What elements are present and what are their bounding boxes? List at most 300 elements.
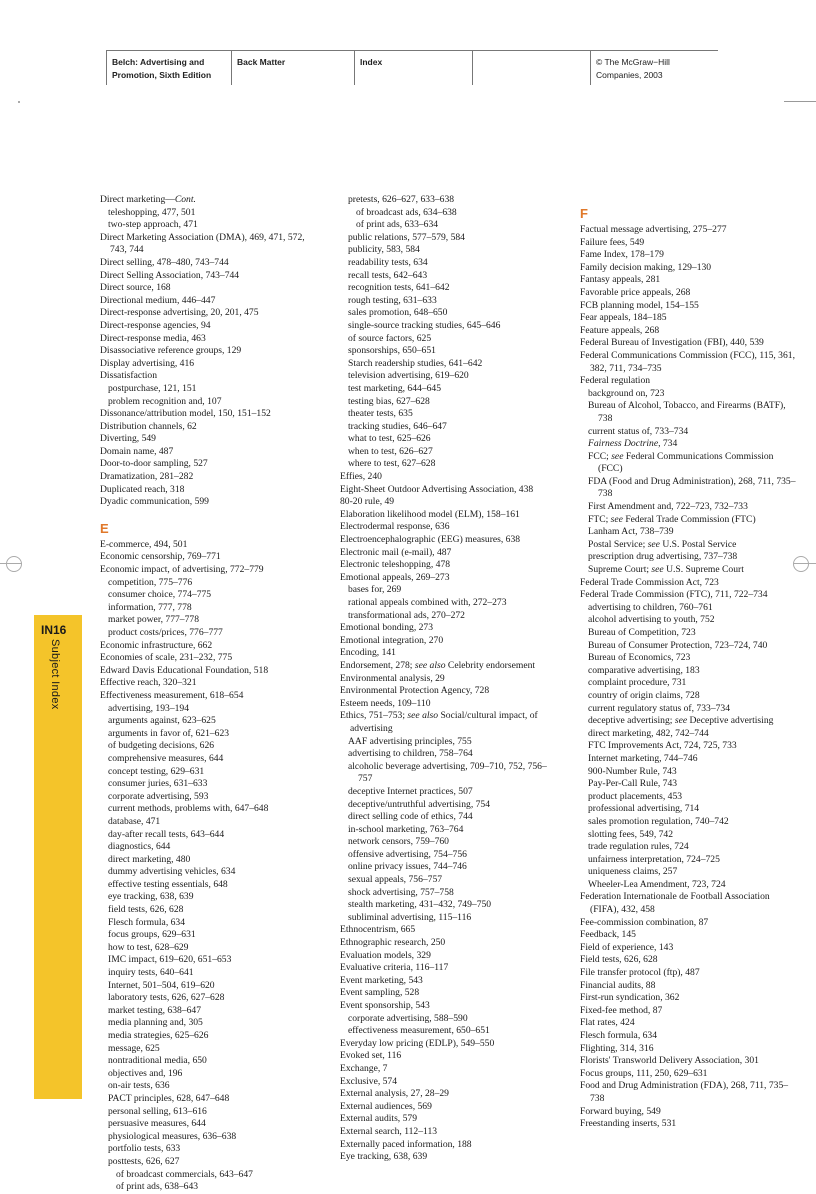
entry-text: Evoked set, 116 [340,1050,402,1062]
index-entry [100,231,320,257]
entry-text: Federation Internationale de Football Association (FIFA), 432, 458 [580,891,770,916]
entry-text: E-commerce, 494, 501 [100,538,188,550]
entry-italic: Fairness Doctrine, [588,438,661,450]
index-entry [580,1055,800,1068]
index-subentry [108,1055,320,1068]
entry-text: Economies of scale, 231–232, 775 [100,652,233,664]
index-subentry [588,400,800,425]
index-subentry [108,765,320,779]
index-entry [340,1000,560,1013]
index-entry [100,551,320,564]
entry-text: FCB planning model, 154–155 [580,299,699,311]
index-subentry [588,627,800,640]
entry-text: deceptive advertising; [588,715,675,727]
entry-text: pretests, 626–627, 633–638 [348,194,455,205]
entry-text: First-run syndication, 362 [580,992,680,1004]
entry-text: External analysis, 27, 28–29 [340,1088,449,1100]
entry-text: single-source tracking studies, 645–646 [348,319,501,331]
entry-text: corporate advertising, 593 [108,790,209,802]
index-entry [100,319,320,333]
entry-text: offensive advertising, 754–756 [348,848,467,860]
entry-text: Display advertising, 416 [100,357,195,369]
index-subentry [348,861,560,874]
index-subentry [348,282,560,295]
index-entry [580,992,800,1005]
entry-text: current regulatory status of, 733–734 [588,702,731,714]
book-title-line2: Promotion, Sixth Edition [112,70,212,80]
index-subentry [588,450,800,476]
entry-tail: U.S. Postal Service [659,538,737,550]
index-subentry [108,904,320,917]
index-subentry [588,715,800,728]
entry-text: field tests, 626, 628 [108,904,184,916]
copyright-line2: Companies, 2003 [596,70,663,80]
entry-text: Ethnocentrism, 665 [340,924,416,936]
index-entry [100,458,320,471]
entry-text: in-school marketing, 763–764 [348,823,464,835]
index-entry [340,496,560,509]
entry-text: Ethics, 751–753; [340,710,408,722]
index-subentry [588,878,800,892]
index-subentry [348,584,560,597]
index-subentry [108,576,320,590]
entry-text: consumer choice, 774–775 [108,589,212,601]
entry-tail: Celebrity endorsement [445,659,536,671]
index-subentry [108,929,320,942]
index-entry [100,256,320,270]
entry-text: Endorsement, 278; [340,659,415,671]
index-entry [100,483,320,497]
entry-text: External audiences, 569 [340,1100,432,1112]
entry-text: where to test, 627–628 [348,458,436,470]
index-subentry [108,790,320,804]
index-entry [340,622,560,635]
index-subentry [588,639,800,653]
entry-text: Direct-response advertising, 20, 201, 475 [100,307,259,319]
entry-text: Emotional bonding, 273 [340,622,434,634]
index-subentry [588,702,800,716]
index-entry [340,559,560,572]
index-subentry [348,408,560,421]
index-entry [580,967,800,980]
entry-text: rational appeals combined with, 272–273 [348,597,507,608]
entry-text: Electronic teleshopping, 478 [340,559,451,571]
entry-text: Flighting, 314, 316 [580,1042,654,1054]
entry-text: rough testing, 631–633 [348,294,437,306]
entry-text: of print ads, 638–643 [116,1181,199,1193]
entry-text: Starch readership studies, 641–642 [348,357,483,369]
index-entry [100,639,320,653]
index-entry [340,546,560,560]
entry-text: Field tests, 626, 628 [580,954,658,966]
entry-text: bases for, 269 [348,584,402,596]
index-entry [580,929,800,942]
entry-text: Food and Drug Administration (FDA), 268, 711, 735–738 [580,1080,789,1104]
index-entry [340,534,560,547]
index-subentry [348,256,560,270]
index-subentry [588,790,800,804]
entry-text: two-step approach, 471 [108,219,198,231]
index-subentry [588,652,800,665]
entry-text: Dramatization, 281–282 [100,471,194,483]
index-subentry [348,445,560,459]
index-entry [580,979,800,993]
index-subentry [588,513,800,527]
index-subentry [108,589,320,602]
entry-text: Economic infrastructure, 662 [100,639,213,651]
index-subentry [108,1080,320,1093]
index-entry [100,332,320,346]
entry-tail: Federal Communications Commission (FCC) [598,450,774,475]
entry-text: Dissonance/attribution model, 150, 151–152 [100,408,271,420]
index-entry [100,345,320,358]
index-entry [580,337,800,350]
entry-text: database, 471 [108,815,161,827]
entry-text: professional advertising, 714 [588,803,700,815]
index-subentry [108,715,320,728]
entry-text: prescription drug advertising, 737–738 [588,551,738,563]
entry-text: information, 777, 778 [108,601,192,613]
index-subentry [108,992,320,1005]
index-subentry [108,803,320,816]
entry-text: arguments against, 623–625 [108,715,216,727]
page-number: IN16 [41,623,67,637]
index-entry [100,420,320,434]
index-subentry [348,294,560,308]
entry-tail: U.S. Supreme Court [663,564,744,576]
entry-text: Financial audits, 88 [580,979,656,991]
entry-text: Event marketing, 543 [340,974,423,986]
entry-text: advertising, 193–194 [108,702,190,714]
header-copyright [590,51,718,85]
entry-text: effectiveness measurement, 650–651 [348,1025,490,1037]
index-entry [340,962,560,975]
index-entry [340,1138,560,1152]
entry-text: online privacy issues, 744–746 [348,861,467,873]
index-subentry [108,1143,320,1156]
index-subentry [348,345,560,358]
entry-text: when to test, 626–627 [348,445,433,457]
index-subentry [588,765,800,779]
index-entry [340,1062,560,1076]
entry-italic: see [651,564,664,576]
index-entry [100,664,320,678]
index-subentry [108,219,320,232]
header-section: Back Matter [231,51,354,85]
index-subentry [348,811,560,824]
entry-text: Favorable price appeals, 268 [580,286,691,298]
entry-tail: Deceptive advertising [687,715,774,727]
index-entry [580,1080,800,1105]
index-subentry [348,370,560,383]
index-entry [340,710,560,735]
entry-text: Federal Trade Commission (FTC), 711, 722–734 [580,589,768,601]
entry-text: current status of, 733–734 [588,425,689,437]
entry-text: trade regulation rules, 724 [588,841,689,853]
index-entry [340,1088,560,1101]
index-entry [580,941,800,955]
index-subentry [108,828,320,842]
index-subentry [348,823,560,837]
entry-text: unfairness interpretation, 724–725 [588,853,720,865]
entry-text: Door-to-door sampling, 527 [100,458,208,470]
entry-text: Exclusive, 574 [340,1075,398,1087]
index-subentry [588,501,800,514]
index-entry [100,307,320,320]
entry-text: sales promotion, 648–650 [348,307,448,319]
entry-text: recall tests, 642–643 [348,269,428,281]
entry-text: Direct Selling Association, 743–744 [100,269,240,281]
index-subentry [588,815,800,829]
side-tab [34,615,82,1099]
entry-text: sponsorships, 650–651 [348,345,436,357]
entry-text: tracking studies, 646–647 [348,420,447,432]
entry-text: Dissatisfaction [100,370,158,382]
entry-text: FTC Improvements Act, 724, 725, 733 [588,740,737,752]
entry-text: how to test, 628–629 [108,941,189,953]
index-subentry [588,677,800,690]
entry-text: what to test, 625–626 [348,433,431,445]
index-entry [100,194,320,207]
index-entry [100,433,320,446]
index-entry [580,375,800,388]
index-subentry [348,395,560,409]
entry-italic: see also [414,659,446,671]
index-subentry [348,194,560,207]
entry-text: 900-Number Rule, 743 [588,765,677,777]
index-subentry [108,395,320,409]
index-entry [580,249,800,262]
index-entry [580,1030,800,1043]
entry-text: concept testing, 629–631 [108,765,205,777]
entry-text: product placements, 453 [588,790,683,802]
index-column-3 [580,194,800,1131]
entry-text: portfolio tests, 633 [108,1143,181,1155]
entry-text: Electrodermal response, 636 [340,521,450,533]
crop-line-right [784,101,816,102]
index-subentry [588,752,800,766]
index-entry [100,408,320,421]
index-entry [100,471,320,484]
entry-text: effective testing essentials, 648 [108,878,228,890]
index-subentry [108,853,320,867]
index-entry [340,1075,560,1089]
entry-text: Evaluation models, 329 [340,949,431,961]
entry-text: External audits, 579 [340,1113,417,1125]
index-subentry [108,1004,320,1018]
index-subentry [588,853,800,867]
index-subentry [588,425,800,439]
crop-dot-left [18,101,20,103]
entry-text: recognition tests, 641–642 [348,282,450,294]
index-subentry [356,219,560,232]
index-entry [340,521,560,534]
entry-text: nontraditional media, 650 [108,1055,207,1067]
index-subentry [108,941,320,955]
entry-text: postpurchase, 121, 151 [108,382,197,394]
entry-text: Internet marketing, 744–746 [588,752,698,764]
index-subentry [588,866,800,879]
index-subentry [108,727,320,741]
index-subentry [108,891,320,904]
index-subentry [348,748,560,761]
index-entry [340,987,560,1000]
entry-text: Direct-response agencies, 94 [100,319,211,331]
index-subentry [108,916,320,930]
entry-text: Emotional appeals, 269–273 [340,571,450,583]
entry-text: of print ads, 633–634 [356,219,439,231]
running-header [106,50,718,87]
entry-text: Florists' Transworld Delivery Association, 301 [580,1055,759,1067]
index-subentry [348,231,560,245]
entry-text: Electronic mail (e-mail), 487 [340,546,452,558]
index-entry [580,1042,800,1056]
index-subentry [348,836,560,849]
index-subentry [588,778,800,791]
entry-text: Field of experience, 143 [580,941,674,953]
copyright-line1: © The McGraw−Hill [596,57,670,67]
entry-text: Elaboration likelihood model (ELM), 158–161 [340,508,520,520]
entry-text: FTC; [588,513,611,525]
index-subentry [348,886,560,900]
index-entry [580,274,800,287]
entry-text: Fixed-fee method, 87 [580,1004,663,1016]
index-subentry [348,433,560,446]
entry-text: readability tests, 634 [348,256,428,268]
index-entry [580,891,800,916]
entry-text: Economic impact, of advertising, 772–779 [100,564,264,576]
header-book-title [106,51,231,85]
index-subentry [348,307,560,320]
index-entry [100,689,320,703]
entry-text: Family decision making, 129–130 [580,261,712,273]
entry-text: Bureau of Economics, 723 [588,652,691,664]
index-entry [340,483,560,497]
book-title-line1: Belch: Advertising and [112,57,205,67]
index-entry [100,282,320,295]
entry-text: IMC impact, 619–620, 651–653 [108,954,232,966]
index-entry [580,576,800,590]
entry-text: television advertising, 619–620 [348,370,469,382]
header-blank-cell [472,51,590,85]
index-subentry [108,740,320,753]
entry-text: background on, 723 [588,387,665,399]
index-entry [340,937,560,950]
entry-text: Fame Index, 178–179 [580,249,664,261]
entry-text: media planning and, 305 [108,1017,203,1029]
registration-mark-left-icon [6,556,22,572]
entry-text: Effectiveness measurement, 618–654 [100,689,244,701]
index-subentry [116,1168,320,1182]
entry-text: consumer juries, 631–633 [108,778,208,790]
index-subentry [588,614,800,627]
index-entry [580,349,800,375]
entry-text: publicity, 583, 584 [348,244,420,256]
entry-text: theater tests, 635 [348,408,413,420]
index-subentry [116,1181,320,1194]
entry-text: Economic censorship, 769–771 [100,551,221,563]
index-subentry [348,760,560,786]
entry-text: Direct selling, 478–480, 743–744 [100,256,229,268]
entry-text: public relations, 577–579, 584 [348,231,465,243]
entry-text: inquiry tests, 640–641 [108,967,194,979]
entry-text: eye tracking, 638, 639 [108,891,194,903]
index-letter-heading: F [580,206,588,221]
entry-text: Fear appeals, 184–185 [580,312,667,324]
entry-text: Duplicated reach, 318 [100,483,185,495]
entry-text: corporate advertising, 588–590 [348,1012,468,1024]
index-subentry [348,899,560,912]
entry-text: message, 625 [108,1042,160,1054]
entry-text: complaint procedure, 731 [588,677,687,689]
entry-text: Direct Marketing Association (DMA), 469, 471, 572, 743, 744 [100,231,305,256]
index-entry [100,357,320,371]
index-entry [100,445,320,459]
entry-italic: see [611,450,624,462]
index-entry [100,269,320,283]
index-subentry [588,601,800,615]
entry-text: market power, 777–778 [108,614,199,626]
entry-text: stealth marketing, 431–432, 749–750 [348,899,492,911]
index-subentry [588,438,800,451]
entry-text: Pay-Per-Call Rule, 743 [588,778,678,790]
entry-text: Effective reach, 320–321 [100,677,197,689]
entry-italic: see [647,538,660,550]
entry-text: Direct marketing— [100,194,175,205]
entry-text: Freestanding inserts, 531 [580,1118,677,1130]
entry-text: FDA (Food and Drug Administration), 268, 711, 735–738 [588,475,796,500]
index-subentry [108,1118,320,1131]
index-entry [580,589,800,602]
index-entry [340,974,560,988]
entry-tail: 734 [660,438,678,450]
index-letter-heading: E [100,520,109,536]
index-entry [340,1100,560,1114]
entry-text: Event sampling, 528 [340,987,420,999]
index-subentry [348,357,560,371]
index-entry [580,1017,800,1030]
index-subentry [108,1017,320,1030]
index-entry [580,954,800,967]
entry-text: product costs/prices, 776–777 [108,627,223,638]
entry-text: diagnostics, 644 [108,841,171,853]
index-subentry [588,664,800,678]
index-entry [580,916,800,930]
entry-text: deceptive Internet practices, 507 [348,785,473,797]
index-entry [340,508,560,522]
entry-text: Environmental analysis, 29 [340,672,445,684]
index-entry [340,634,560,648]
entry-text: External search, 112–113 [340,1125,438,1137]
entry-text: uniqueness claims, 257 [588,866,678,878]
index-subentry [348,319,560,333]
index-entry [340,1037,560,1051]
index-subentry [588,727,800,741]
index-subentry [588,551,800,564]
index-subentry [588,538,800,552]
entry-text: Factual message advertising, 275–277 [580,224,727,235]
entry-text: competition, 775–776 [108,576,193,588]
entry-italic: Cont. [174,194,196,205]
entry-text: dummy advertising vehicles, 634 [108,866,236,878]
entry-text: comprehensive measures, 644 [108,752,224,764]
index-entry [340,697,560,711]
index-subentry [108,954,320,967]
entry-text: Direct-response media, 463 [100,332,206,344]
entry-text: current methods, problems with, 647–648 [108,803,269,815]
index-subentry [356,206,560,220]
entry-text: testing bias, 627–628 [348,395,430,407]
